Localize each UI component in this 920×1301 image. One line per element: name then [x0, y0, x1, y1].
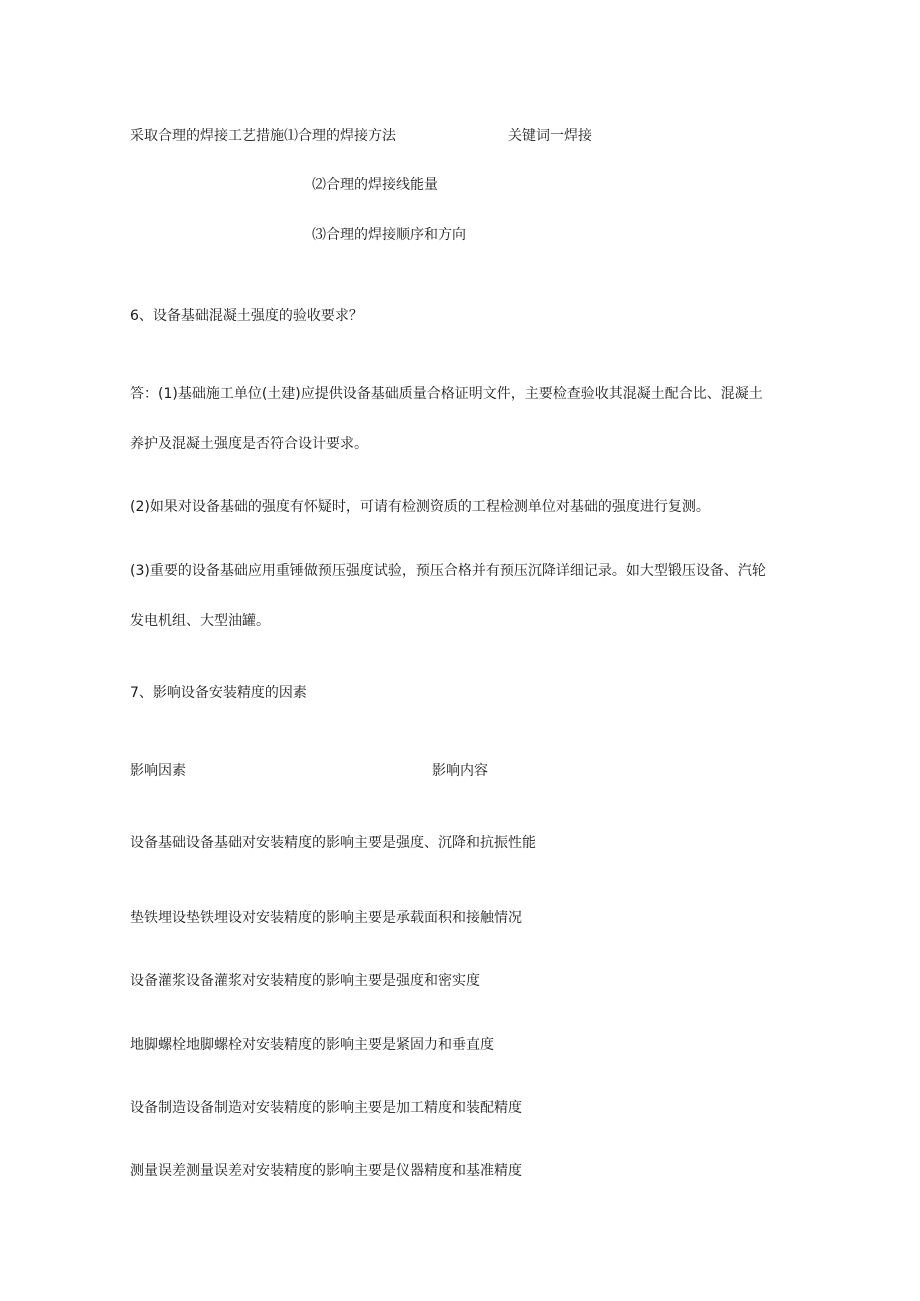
- table-row: 设备灌浆设备灌浆对安装精度的影响主要是强度和密实度: [130, 973, 480, 989]
- measures-label-text: 采取合理的焊接工艺措施: [130, 128, 284, 144]
- table-row: 测量误差测量误差对安装精度的影响主要是仪器精度和基准精度: [130, 1163, 522, 1179]
- question-6-heading: 6、设备基础混凝土强度的验收要求？: [130, 308, 363, 324]
- measure-item-2: ⑵合理的焊接线能量: [312, 177, 438, 193]
- table-row: 地脚螺栓地脚螺栓对安装精度的影响主要是紧固力和垂直度: [130, 1037, 494, 1053]
- section-7-heading: 7、影响设备安装精度的因素: [130, 685, 307, 701]
- answer-6-paragraph-3-line-1: (3)重要的设备基础应用重锤做预压强度试验，预压合格并有预压沉降详细记录。如大型锻压设备、汽轮: [130, 563, 766, 579]
- answer-6-paragraph-3-line-2: 发电机组、大型油罐。: [130, 613, 270, 629]
- table-row: 垫铁埋设垫铁埋设对安装精度的影响主要是承载面积和接触情况: [130, 910, 522, 926]
- measure-item-3: ⑶合理的焊接顺序和方向: [312, 227, 466, 243]
- answer-6-paragraph-1-line-2: 养护及混凝土强度是否符合设计要求。: [130, 436, 368, 452]
- table-header-factor: 影响因素: [130, 763, 186, 779]
- answer-6-paragraph-1-line-1: 答：(1)基础施工单位(土建)应提供设备基础质量合格证明文件，主要检查验收其混凝土配合比、混凝土: [130, 386, 763, 402]
- measure-item-1: ⑴合理的焊接方法: [284, 128, 396, 144]
- keyword-label: 关键词一焊接: [508, 128, 592, 144]
- answer-6-paragraph-2: (2)如果对设备基础的强度有怀疑时，可请有检测资质的工程检测单位对基础的强度进行复测。: [130, 499, 710, 515]
- table-row: 设备制造设备制造对安装精度的影响主要是加工精度和装配精度: [130, 1100, 522, 1116]
- table-header-content: 影响内容: [432, 763, 488, 779]
- welding-measures-label: [130, 127, 396, 145]
- table-row: 设备基础设备基础对安装精度的影响主要是强度、沉降和抗振性能: [130, 835, 536, 851]
